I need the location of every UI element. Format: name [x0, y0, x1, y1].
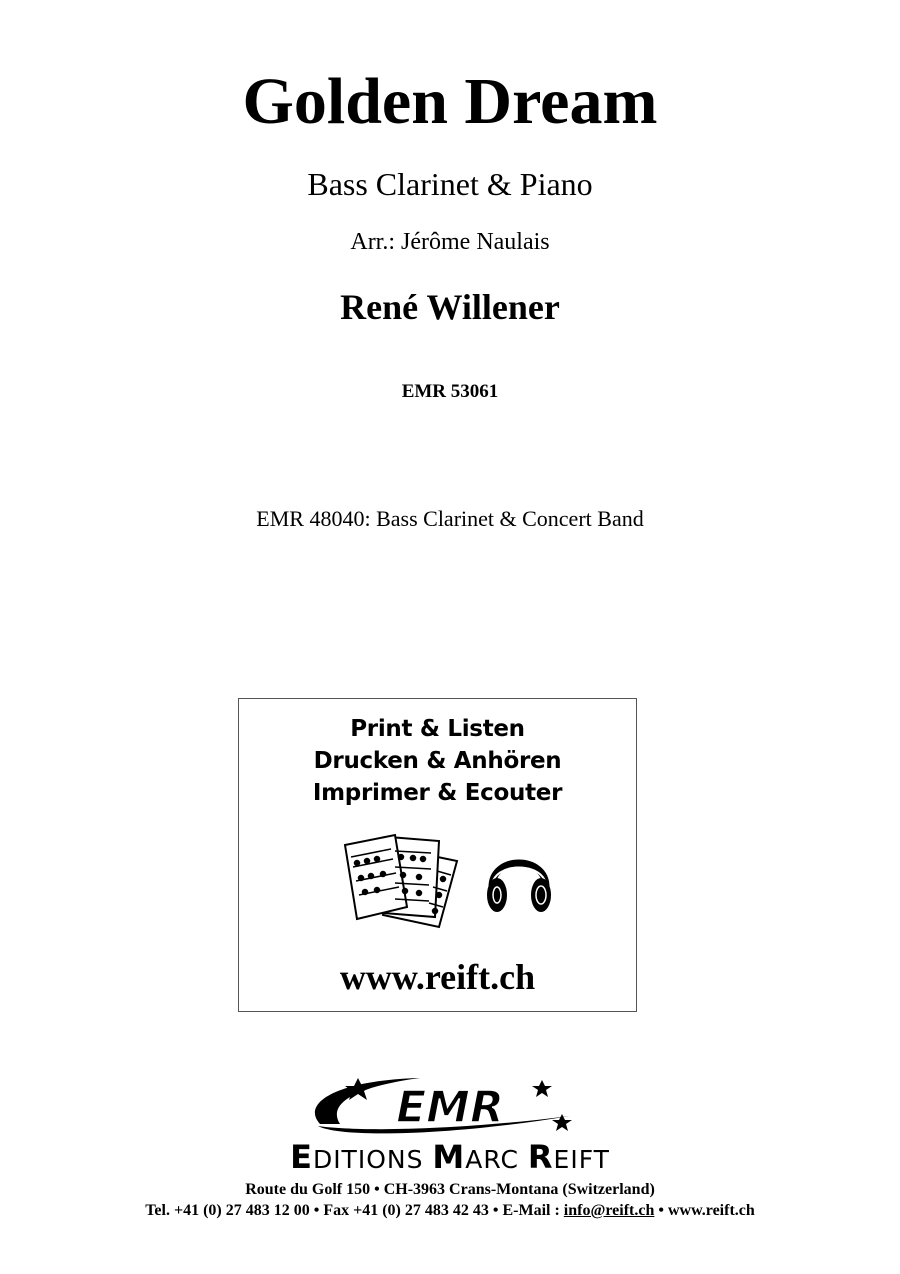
headphones-icon [484, 841, 554, 921]
contact-website[interactable]: • www.reift.ch [654, 1202, 755, 1219]
publisher-name-part: M [432, 1138, 466, 1176]
print-and-listen-box [238, 698, 637, 1012]
publisher-name-part: ARC [465, 1145, 528, 1174]
publisher-name-part: EIFT [553, 1145, 610, 1174]
emr-logo-icon [300, 1072, 600, 1140]
publisher-name-part: DITIONS [312, 1145, 433, 1174]
page-title: Golden Dream [242, 65, 658, 138]
publisher-contact [0, 1201, 900, 1221]
emr-logo-lettering: EMR [396, 1082, 504, 1133]
alternate-edition-note: EMR 48040: Bass Clarinet & Concert Band [256, 506, 644, 531]
website-url[interactable]: www.reift.ch [339, 957, 536, 997]
publisher-name [0, 1140, 900, 1177]
sheet-music-icon [339, 831, 469, 931]
publisher-name-part: R [527, 1138, 554, 1176]
arranger-credit: Arr.: Jérôme Naulais [350, 229, 550, 255]
catalog-number: EMR 53061 [401, 381, 499, 402]
instrumentation-subtitle: Bass Clarinet & Piano [307, 166, 593, 202]
email-link[interactable]: info@reift.ch [563, 1202, 655, 1219]
promo-line-french: Imprimer & Ecouter [312, 780, 563, 806]
promo-line-english: Print & Listen [350, 716, 525, 742]
composer-name: René Willener [340, 287, 560, 327]
publisher-address: Route du Golf 150 • CH-3963 Crans-Montana (Switzerland) [245, 1181, 655, 1198]
publisher-name-part: E [290, 1138, 313, 1176]
promo-line-german: Drucken & Anhören [313, 748, 562, 774]
contact-phone-fax: Tel. +41 (0) 27 483 12 00 • Fax +41 (0) 27 483 42 43 • E-Mail : [145, 1202, 564, 1219]
